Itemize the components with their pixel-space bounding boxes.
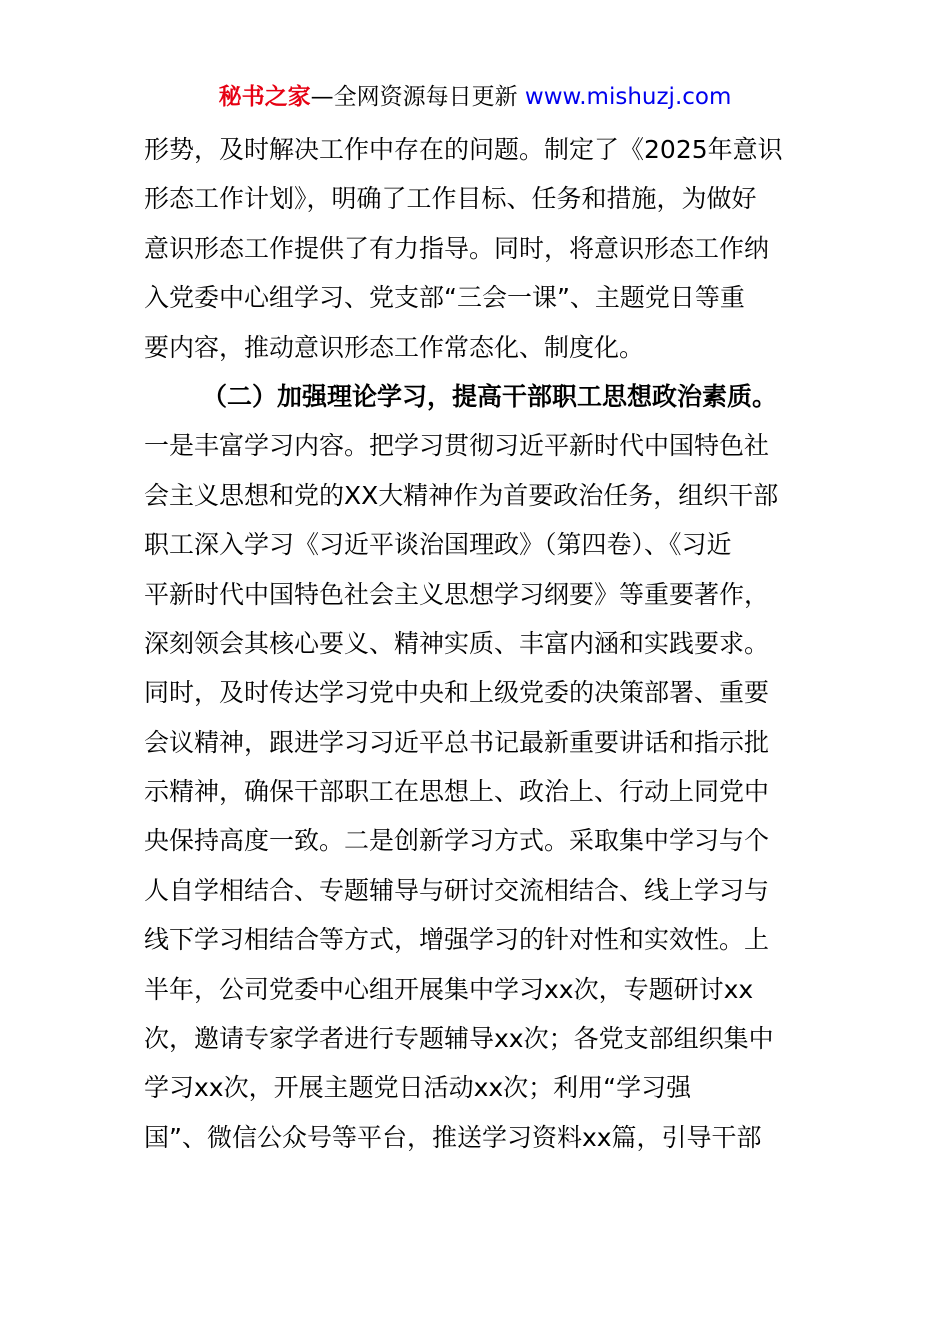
text-line [144, 718, 824, 767]
text-line-content: 形态工作计划》，明确了工作目标、任务和措施，为做好 [144, 184, 757, 214]
text-line-content: 意识形态工作提供了有力指导。同时，将意识形态工作纳 [144, 233, 770, 263]
text-line-content: 深刻领会其核心要义、精神实质、丰富内涵和实践要求。 [144, 628, 770, 658]
text-line-content: 人自学相结合、专题辅导与研讨交流相结合、线上学习与 [144, 875, 770, 905]
text-line-content: （二）加强理论学习，提高干部职工思想政治素质。 [202, 381, 778, 411]
text-line-content: 同时，及时传达学习党中央和上级党委的决策部署、重要 [144, 678, 770, 708]
text-line-content: 会议精神，跟进学习习近平总书记最新重要讲话和指示批 [144, 727, 770, 757]
text-line-content: 平新时代中国特色社会主义思想学习纲要》等重要著作， [144, 579, 770, 609]
text-line [144, 816, 824, 865]
header-tagline: —全网资源每日更新 [310, 84, 518, 110]
text-line-content: 次，邀请专家学者进行专题辅导xx次；各党支部组织集中 [144, 1024, 774, 1054]
text-line-content: 职工深入学习《习近平谈治国理政》（第四卷）、《习近 [144, 530, 732, 560]
text-line [144, 1113, 824, 1162]
page-header [0, 80, 950, 114]
text-line [144, 421, 824, 470]
text-line [144, 224, 824, 273]
text-line [144, 174, 824, 223]
text-line [144, 767, 824, 816]
text-line [144, 323, 824, 372]
text-line [144, 965, 824, 1014]
text-line-content: 半年，公司党委中心组开展集中学习xx次，专题研讨xx [144, 974, 754, 1004]
text-line-content: 央保持高度一致。二是创新学习方式。采取集中学习与个 [144, 826, 770, 856]
document-body [144, 125, 824, 1162]
text-line-content: 形势，及时解决工作中存在的问题。制定了《2025年意识 [144, 135, 783, 164]
text-line [144, 125, 824, 174]
section-heading [144, 372, 824, 421]
text-line [144, 471, 824, 520]
text-line-content: 会主义思想和党的XX大精神作为首要政治任务，组织干部 [144, 480, 779, 510]
text-line-content: 入党委中心组学习、党支部“三会一课”、主题党日等重 [144, 283, 745, 313]
text-line [144, 570, 824, 619]
text-line [144, 1014, 824, 1063]
text-line [144, 915, 824, 964]
brand-name: 秘书之家 [218, 84, 311, 110]
text-line-content: 国”、微信公众号等平台，推送学习资料xx篇，引导干部 [144, 1122, 762, 1152]
text-line-content: 学习xx次，开展主题党日活动xx次；利用“学习强 [144, 1073, 692, 1103]
text-line [144, 866, 824, 915]
text-line-content: 线下学习相结合等方式，增强学习的针对性和实效性。上 [144, 925, 770, 955]
text-line [144, 520, 824, 569]
text-line [144, 273, 824, 322]
text-line-content: 一是丰富学习内容。把学习贯彻习近平新时代中国特色社 [144, 431, 770, 461]
text-line [144, 668, 824, 717]
text-line [144, 619, 824, 668]
text-line-content: 示精神，确保干部职工在思想上、政治上、行动上同党中 [144, 777, 770, 807]
text-line-content: 要内容，推动意识形态工作常态化、制度化。 [144, 332, 645, 362]
site-url-link[interactable]: www.mishuzj.com [524, 84, 732, 110]
text-line [144, 1063, 824, 1112]
